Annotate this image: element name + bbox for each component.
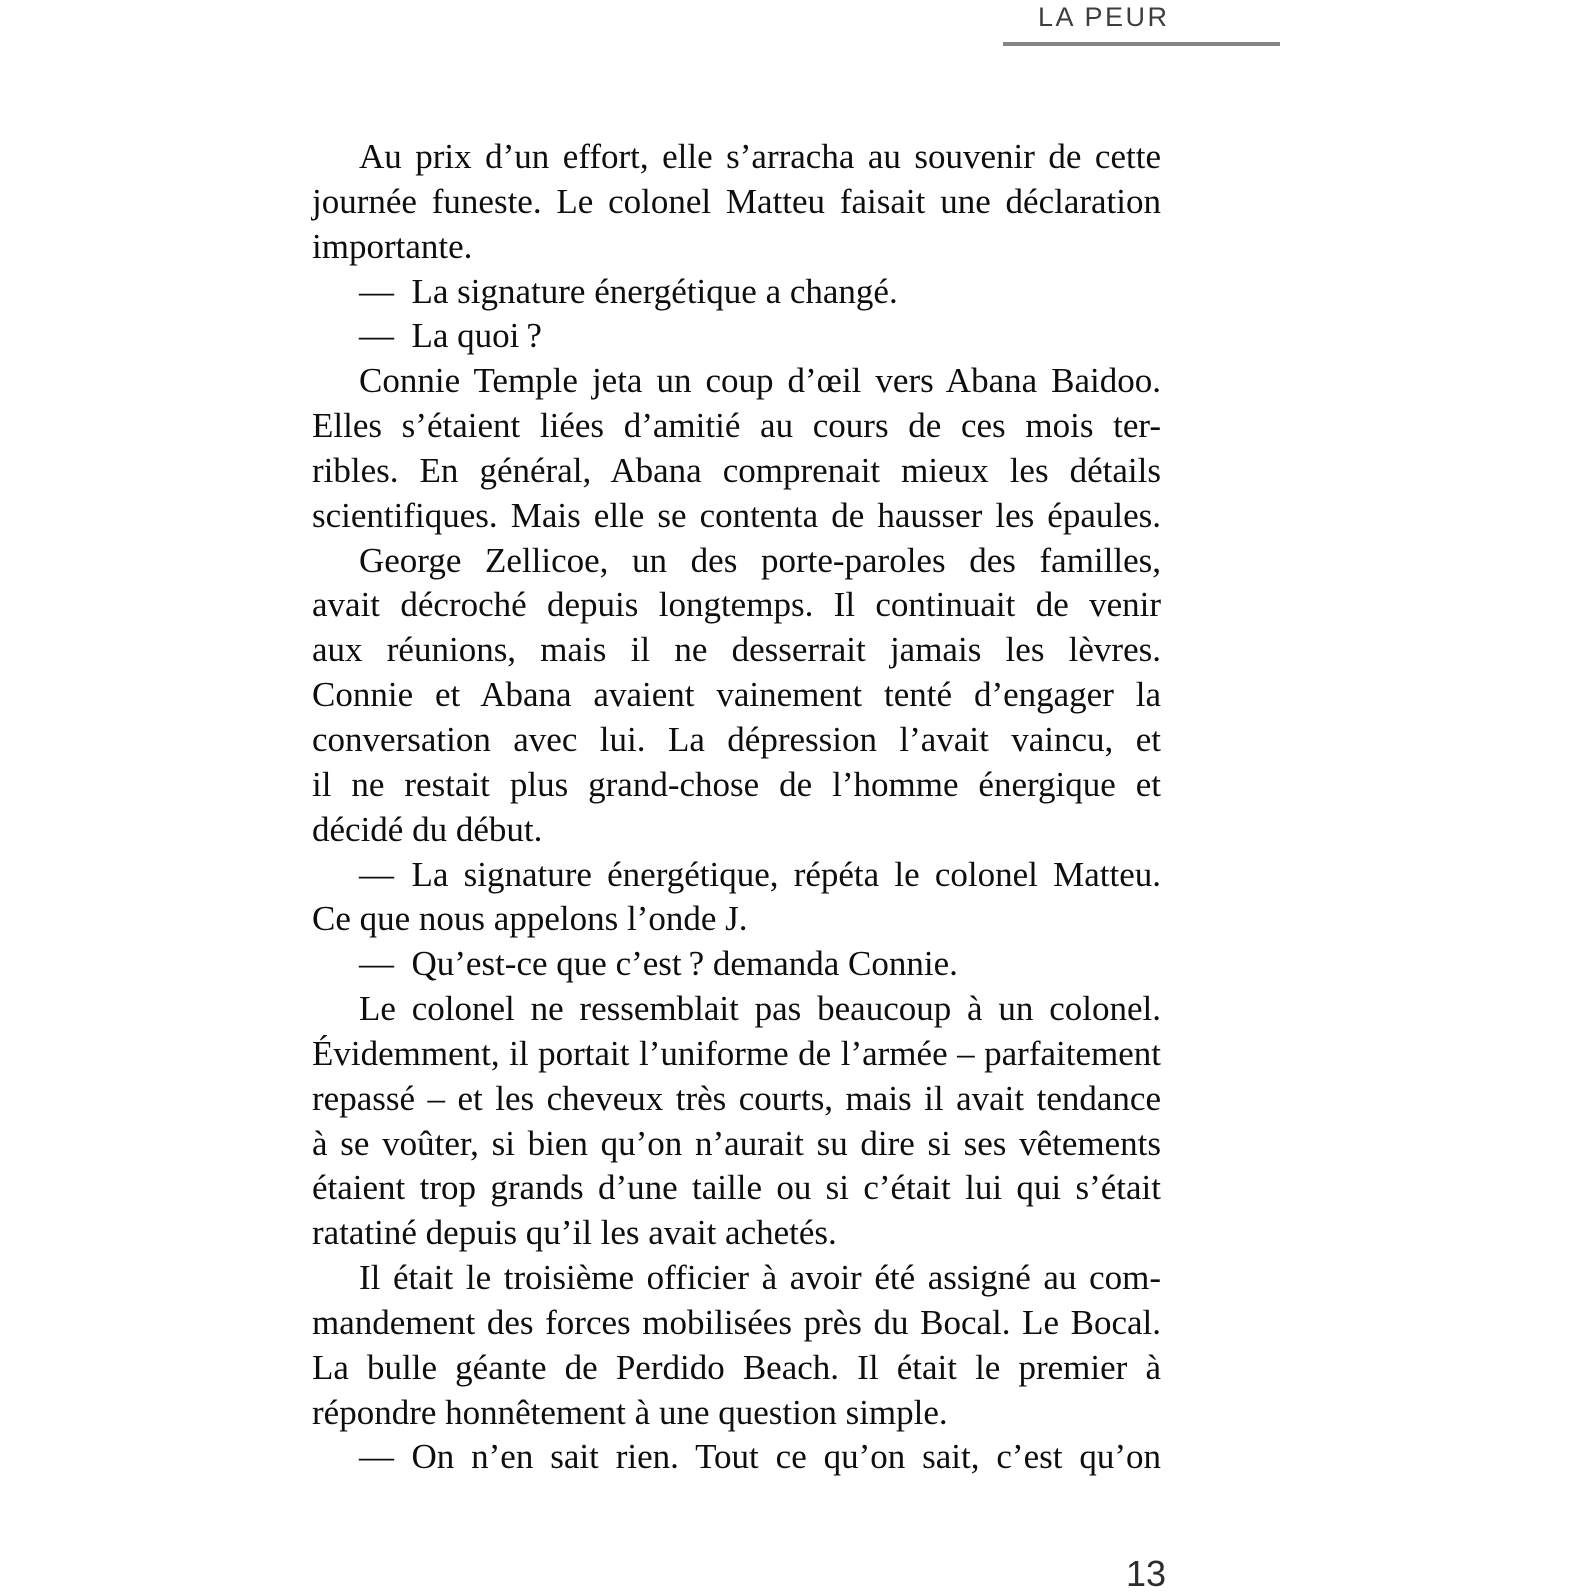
text-line: Il était le troisième officier à avoir été assigné au com- [359,1258,1161,1298]
text-line: Connie Temple jeta un coup d’œil vers Abana Baidoo. [359,361,1161,401]
text-line: conversation avec lui. La dépression l’avait vaincu, et [312,719,1161,759]
text-line: Évidemment, il portait l’uniforme de l’armée – parfaitement [312,1033,1161,1073]
text-line: — La quoi ? [359,316,542,356]
body-text [312,135,1161,1480]
text-line: répondre honnêtement à une question simple. [312,1392,948,1432]
text-line: étaient trop grands d’une taille ou si c’était lui qui s’était [312,1168,1161,1208]
paragraph [312,314,1161,359]
paragraph [312,270,1161,315]
text-line: — On n’en sait rien. Tout ce qu’on sait, c’est qu’on [359,1437,1161,1477]
text-line: aux réunions, mais il ne desserrait jamais les lèvres. [312,630,1161,670]
paragraph [312,135,1161,270]
page-number: 13 [1126,1553,1167,1593]
text-line: La bulle géante de Perdido Beach. Il était le premier à [312,1347,1161,1387]
running-header-title: LA PEUR [1038,2,1170,32]
text-line: journée funeste. Le colonel Matteu faisait une déclaration [312,181,1161,221]
text-line: décidé du début. [312,809,543,849]
header-rule [1003,42,1280,46]
text-line: Connie et Abana avaient vainement tenté d’engager la [312,675,1161,715]
text-line: il ne restait plus grand-chose de l’homme énergique et [312,764,1161,804]
text-line: à se voûter, si bien qu’on n’aurait su dire si ses vêtements [312,1123,1161,1163]
text-line: Au prix d’un effort, elle s’arracha au souvenir de cette [359,137,1161,176]
paragraph [312,987,1161,1256]
text-line: Le colonel ne ressemblait pas beaucoup à un colonel. [359,989,1161,1029]
paragraph [312,359,1161,538]
text-line: importante. [312,226,473,266]
text-line: avait décroché depuis longtemps. Il continuait de venir [312,585,1161,625]
text-line: mandement des forces mobilisées près du Bocal. Le Bocal. [312,1302,1161,1342]
paragraph [312,1435,1161,1480]
text-line: Ce que nous appelons l’onde J. [312,899,748,939]
text-line: ratatiné depuis qu’il les avait achetés. [312,1213,837,1253]
text-line: — La signature énergétique a changé. [359,271,898,311]
paragraph [312,539,1161,853]
text-line: Elles s’étaient liées d’amitié au cours de ces mois ter- [312,406,1161,446]
paragraph [312,853,1161,943]
paragraph [312,942,1161,987]
text-line: ribles. En général, Abana comprenait mieux les détails [312,450,1161,490]
text-line: scientifiques. Mais elle se contenta de hausser les épaules. [312,495,1161,535]
text-line: — La signature énergétique, répéta le colonel Matteu. [359,854,1161,894]
text-line: — Qu’est-ce que c’est ? demanda Connie. [359,944,958,984]
paragraph [312,1256,1161,1435]
text-line: George Zellicoe, un des porte-paroles des familles, [359,540,1161,580]
text-line: repassé – et les cheveux très courts, mais il avait tendance [312,1078,1161,1118]
